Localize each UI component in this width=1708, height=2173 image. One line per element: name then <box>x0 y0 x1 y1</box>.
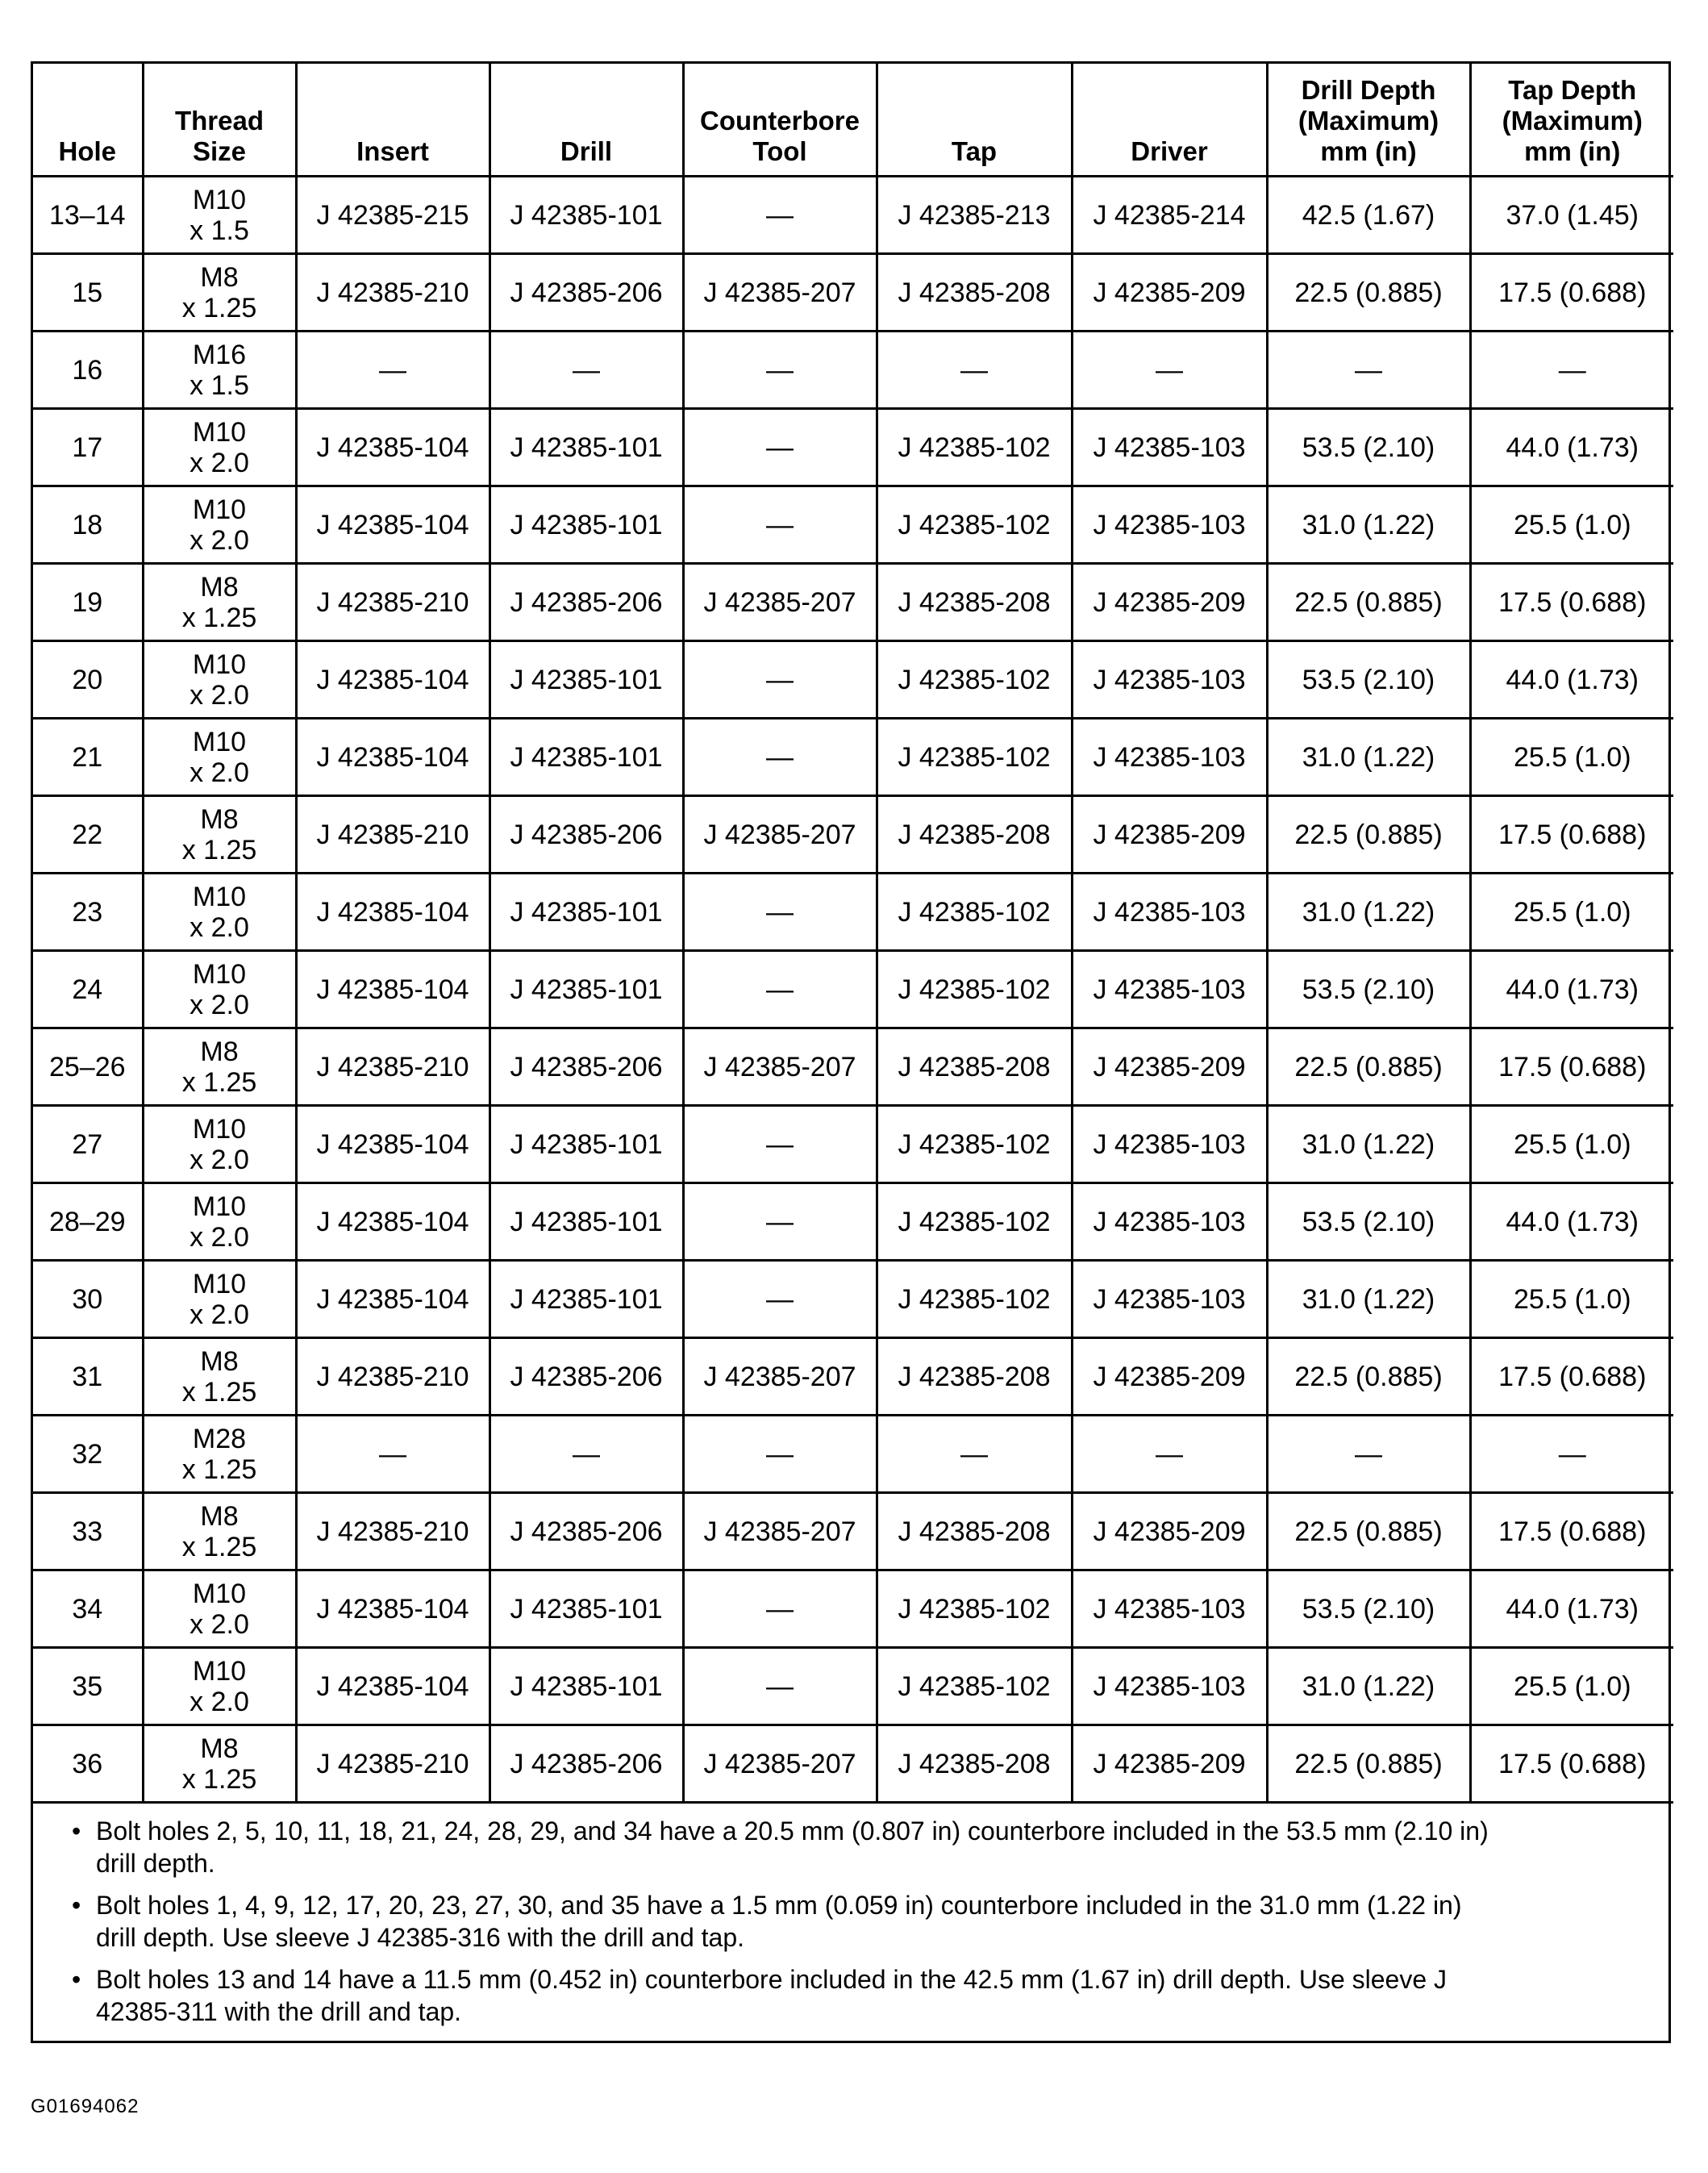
cell-insert: J 42385-104 <box>296 1570 489 1648</box>
cell-drill: J 42385-206 <box>489 1493 683 1570</box>
cell-counterbore: — <box>683 1183 877 1261</box>
cell-tap-depth: — <box>1470 1416 1673 1493</box>
cell-drill: J 42385-101 <box>489 1183 683 1261</box>
cell-driver: J 42385-209 <box>1072 1493 1267 1570</box>
table-row <box>33 1570 1673 1648</box>
cell-driver: J 42385-103 <box>1072 1261 1267 1338</box>
cell-counterbore: — <box>683 177 877 254</box>
cell-drill: J 42385-206 <box>489 796 683 874</box>
cell-counterbore: — <box>683 332 877 409</box>
cell-hole: 27 <box>33 1106 143 1183</box>
cell-thread: M10 x 2.0 <box>143 874 296 951</box>
cell-drill-depth: 53.5 (2.10) <box>1267 641 1470 719</box>
table-row <box>33 951 1673 1028</box>
table-row <box>33 719 1673 796</box>
cell-drill-depth: 22.5 (0.885) <box>1267 1725 1470 1803</box>
cell-hole: 28–29 <box>33 1183 143 1261</box>
cell-drill-depth: 31.0 (1.22) <box>1267 1648 1470 1725</box>
cell-driver: J 42385-209 <box>1072 254 1267 332</box>
cell-drill-depth: 22.5 (0.885) <box>1267 1338 1470 1416</box>
cell-counterbore: — <box>683 719 877 796</box>
cell-tap-depth: 44.0 (1.73) <box>1470 1183 1673 1261</box>
cell-drill-depth: 53.5 (2.10) <box>1267 1570 1470 1648</box>
cell-drill-depth: 22.5 (0.885) <box>1267 564 1470 641</box>
cell-tap-depth: 25.5 (1.0) <box>1470 1261 1673 1338</box>
cell-counterbore: — <box>683 1106 877 1183</box>
cell-counterbore: J 42385-207 <box>683 1028 877 1106</box>
cell-thread: M10 x 2.0 <box>143 1261 296 1338</box>
cell-insert: J 42385-104 <box>296 409 489 486</box>
cell-counterbore: J 42385-207 <box>683 796 877 874</box>
cell-tap: J 42385-213 <box>877 177 1072 254</box>
table-row <box>33 1648 1673 1725</box>
cell-tap: J 42385-102 <box>877 1106 1072 1183</box>
cell-insert: — <box>296 1416 489 1493</box>
header-thread-size: Thread Size <box>143 64 296 177</box>
cell-drill-depth: 53.5 (2.10) <box>1267 409 1470 486</box>
cell-thread: M8 x 1.25 <box>143 1725 296 1803</box>
cell-driver: J 42385-209 <box>1072 1338 1267 1416</box>
table-row <box>33 1261 1673 1338</box>
cell-drill: J 42385-101 <box>489 1106 683 1183</box>
table-row <box>33 1183 1673 1261</box>
cell-hole: 22 <box>33 796 143 874</box>
cell-tap: — <box>877 1416 1072 1493</box>
cell-thread: M10 x 2.0 <box>143 951 296 1028</box>
cell-driver: J 42385-103 <box>1072 1183 1267 1261</box>
cell-insert: — <box>296 332 489 409</box>
cell-thread: M10 x 2.0 <box>143 1648 296 1725</box>
cell-tap: J 42385-102 <box>877 951 1072 1028</box>
cell-drill-depth: 31.0 (1.22) <box>1267 1106 1470 1183</box>
cell-tap: J 42385-208 <box>877 1493 1072 1570</box>
cell-driver: — <box>1072 332 1267 409</box>
cell-counterbore: — <box>683 1648 877 1725</box>
note-text: Bolt holes 13 and 14 have a 11.5 mm (0.452 in) counterbore included in the 42.5 mm (1.67 in) drill depth. Use sleeve J 42385-311 with the drill and tap. <box>96 1965 1448 2026</box>
cell-thread: M8 x 1.25 <box>143 564 296 641</box>
cell-counterbore: — <box>683 951 877 1028</box>
header-row <box>33 64 1673 177</box>
cell-thread: M10 x 2.0 <box>143 1183 296 1261</box>
cell-hole: 13–14 <box>33 177 143 254</box>
cell-tap-depth: 25.5 (1.0) <box>1470 1648 1673 1725</box>
cell-tap: J 42385-102 <box>877 719 1072 796</box>
cell-tap: J 42385-208 <box>877 1338 1072 1416</box>
cell-hole: 32 <box>33 1416 143 1493</box>
cell-thread: M16 x 1.5 <box>143 332 296 409</box>
bullet-icon: • <box>72 1891 81 1920</box>
cell-tap-depth: 44.0 (1.73) <box>1470 1570 1673 1648</box>
cell-drill: — <box>489 1416 683 1493</box>
cell-insert: J 42385-104 <box>296 719 489 796</box>
cell-tap-depth: 17.5 (0.688) <box>1470 1338 1673 1416</box>
cell-thread: M8 x 1.25 <box>143 1493 296 1570</box>
header-driver: Driver <box>1072 64 1267 177</box>
cell-drill-depth: 53.5 (2.10) <box>1267 1183 1470 1261</box>
cell-hole: 20 <box>33 641 143 719</box>
cell-drill: J 42385-101 <box>489 1570 683 1648</box>
cell-drill-depth: 22.5 (0.885) <box>1267 1028 1470 1106</box>
cell-tap: J 42385-102 <box>877 1183 1072 1261</box>
cell-drill: J 42385-101 <box>489 1261 683 1338</box>
cell-counterbore: — <box>683 409 877 486</box>
cell-counterbore: J 42385-207 <box>683 1493 877 1570</box>
cell-drill-depth: 31.0 (1.22) <box>1267 719 1470 796</box>
cell-insert: J 42385-104 <box>296 1183 489 1261</box>
cell-driver: J 42385-209 <box>1072 1028 1267 1106</box>
header-drill: Drill <box>489 64 683 177</box>
cell-thread: M8 x 1.25 <box>143 254 296 332</box>
cell-thread: M10 x 2.0 <box>143 1106 296 1183</box>
header-counterbore-tool: Counterbore Tool <box>683 64 877 177</box>
cell-tap-depth: 17.5 (0.688) <box>1470 254 1673 332</box>
cell-drill: J 42385-101 <box>489 641 683 719</box>
cell-driver: J 42385-209 <box>1072 564 1267 641</box>
cell-hole: 31 <box>33 1338 143 1416</box>
cell-hole: 24 <box>33 951 143 1028</box>
cell-hole: 25–26 <box>33 1028 143 1106</box>
table-row <box>33 1416 1673 1493</box>
cell-insert: J 42385-210 <box>296 1725 489 1803</box>
cell-thread: M10 x 2.0 <box>143 1570 296 1648</box>
table-row <box>33 1338 1673 1416</box>
cell-drill: J 42385-206 <box>489 1028 683 1106</box>
cell-counterbore: — <box>683 1570 877 1648</box>
table-row <box>33 409 1673 486</box>
cell-tap: J 42385-208 <box>877 254 1072 332</box>
cell-hole: 30 <box>33 1261 143 1338</box>
cell-thread: M8 x 1.25 <box>143 1338 296 1416</box>
table-row <box>33 177 1673 254</box>
cell-drill-depth: 22.5 (0.885) <box>1267 796 1470 874</box>
cell-tap-depth: 44.0 (1.73) <box>1470 409 1673 486</box>
cell-drill: J 42385-101 <box>489 1648 683 1725</box>
header-insert: Insert <box>296 64 489 177</box>
cell-drill-depth: 22.5 (0.885) <box>1267 254 1470 332</box>
cell-tap-depth: 17.5 (0.688) <box>1470 796 1673 874</box>
table-row <box>33 874 1673 951</box>
cell-insert: J 42385-210 <box>296 796 489 874</box>
note-text: Bolt holes 1, 4, 9, 12, 17, 20, 23, 27, 30, and 35 have a 1.5 mm (0.059 in) counterbore included in the 31.0 mm (1.22 in) drill depth. Use sleeve J 42385-316 with the drill and tap. <box>96 1891 1462 1952</box>
cell-thread: M10 x 2.0 <box>143 719 296 796</box>
cell-driver: J 42385-103 <box>1072 409 1267 486</box>
cell-insert: J 42385-104 <box>296 1106 489 1183</box>
cell-thread: M10 x 1.5 <box>143 177 296 254</box>
cell-driver: J 42385-103 <box>1072 719 1267 796</box>
cell-driver: J 42385-103 <box>1072 1570 1267 1648</box>
table-row <box>33 1106 1673 1183</box>
cell-tap-depth: 17.5 (0.688) <box>1470 1028 1673 1106</box>
table-row <box>33 1028 1673 1106</box>
table-row <box>33 486 1673 564</box>
cell-drill: J 42385-206 <box>489 254 683 332</box>
cell-insert: J 42385-210 <box>296 1338 489 1416</box>
cell-hole: 23 <box>33 874 143 951</box>
cell-tap: J 42385-102 <box>877 1261 1072 1338</box>
header-tap: Tap <box>877 64 1072 177</box>
cell-tap: J 42385-208 <box>877 564 1072 641</box>
cell-tap-depth: 25.5 (1.0) <box>1470 719 1673 796</box>
cell-tap-depth: — <box>1470 332 1673 409</box>
table-body <box>33 177 1673 1803</box>
cell-insert: J 42385-104 <box>296 874 489 951</box>
cell-insert: J 42385-210 <box>296 564 489 641</box>
cell-thread: M28 x 1.25 <box>143 1416 296 1493</box>
cell-tap: J 42385-102 <box>877 874 1072 951</box>
cell-hole: 36 <box>33 1725 143 1803</box>
cell-insert: J 42385-210 <box>296 1028 489 1106</box>
cell-counterbore: J 42385-207 <box>683 1725 877 1803</box>
cell-tap-depth: 25.5 (1.0) <box>1470 1106 1673 1183</box>
cell-thread: M10 x 2.0 <box>143 486 296 564</box>
cell-tap: J 42385-208 <box>877 796 1072 874</box>
cell-tap: J 42385-102 <box>877 409 1072 486</box>
cell-hole: 34 <box>33 1570 143 1648</box>
header-hole: Hole <box>33 64 143 177</box>
cell-driver: J 42385-103 <box>1072 1648 1267 1725</box>
header-tap-depth: Tap Depth (Maximum) mm (in) <box>1470 64 1673 177</box>
cell-drill-depth: 42.5 (1.67) <box>1267 177 1470 254</box>
cell-insert: J 42385-215 <box>296 177 489 254</box>
bullet-icon: • <box>72 1965 81 1994</box>
cell-insert: J 42385-210 <box>296 254 489 332</box>
cell-counterbore: J 42385-207 <box>683 1338 877 1416</box>
cell-drill: J 42385-101 <box>489 874 683 951</box>
cell-tap: J 42385-102 <box>877 641 1072 719</box>
cell-hole: 35 <box>33 1648 143 1725</box>
cell-driver: J 42385-103 <box>1072 874 1267 951</box>
cell-counterbore: — <box>683 1416 877 1493</box>
cell-insert: J 42385-104 <box>296 951 489 1028</box>
cell-drill: — <box>489 332 683 409</box>
note-text: Bolt holes 2, 5, 10, 11, 18, 21, 24, 28, 29, and 34 have a 20.5 mm (0.807 in) counterbore included in the 53.5 mm (2.10 in) drill depth. <box>96 1816 1489 1878</box>
table-row <box>33 796 1673 874</box>
cell-hole: 19 <box>33 564 143 641</box>
notes-section <box>33 1804 1668 2041</box>
cell-driver: J 42385-103 <box>1072 951 1267 1028</box>
table-row <box>33 332 1673 409</box>
cell-thread: M8 x 1.25 <box>143 1028 296 1106</box>
cell-driver: J 42385-103 <box>1072 641 1267 719</box>
cell-drill-depth: 31.0 (1.22) <box>1267 874 1470 951</box>
cell-driver: J 42385-103 <box>1072 1106 1267 1183</box>
cell-tap: — <box>877 332 1072 409</box>
cell-counterbore: J 42385-207 <box>683 254 877 332</box>
cell-counterbore: — <box>683 486 877 564</box>
cell-tap: J 42385-208 <box>877 1028 1072 1106</box>
cell-tap-depth: 17.5 (0.688) <box>1470 1725 1673 1803</box>
cell-tap-depth: 25.5 (1.0) <box>1470 486 1673 564</box>
cell-drill: J 42385-206 <box>489 1338 683 1416</box>
cell-hole: 18 <box>33 486 143 564</box>
figure-id: G01694062 <box>31 2096 140 2117</box>
cell-hole: 21 <box>33 719 143 796</box>
cell-driver: J 42385-209 <box>1072 796 1267 874</box>
cell-counterbore: J 42385-207 <box>683 564 877 641</box>
table-row <box>33 254 1673 332</box>
cell-hole: 16 <box>33 332 143 409</box>
cell-driver: J 42385-103 <box>1072 486 1267 564</box>
cell-hole: 33 <box>33 1493 143 1570</box>
cell-driver: — <box>1072 1416 1267 1493</box>
cell-drill-depth: 31.0 (1.22) <box>1267 486 1470 564</box>
cell-insert: J 42385-104 <box>296 1261 489 1338</box>
cell-tap: J 42385-102 <box>877 1648 1072 1725</box>
cell-drill-depth: — <box>1267 332 1470 409</box>
cell-hole: 17 <box>33 409 143 486</box>
bullet-icon: • <box>72 1816 81 1846</box>
cell-thread: M8 x 1.25 <box>143 796 296 874</box>
cell-hole: 15 <box>33 254 143 332</box>
cell-drill: J 42385-206 <box>489 1725 683 1803</box>
cell-drill-depth: — <box>1267 1416 1470 1493</box>
cell-tap-depth: 17.5 (0.688) <box>1470 564 1673 641</box>
cell-tap: J 42385-102 <box>877 486 1072 564</box>
table-row <box>33 641 1673 719</box>
table-row <box>33 1725 1673 1803</box>
cell-drill-depth: 53.5 (2.10) <box>1267 951 1470 1028</box>
cell-drill: J 42385-101 <box>489 719 683 796</box>
cell-tap-depth: 17.5 (0.688) <box>1470 1493 1673 1570</box>
cell-counterbore: — <box>683 1261 877 1338</box>
cell-drill: J 42385-101 <box>489 177 683 254</box>
cell-drill-depth: 22.5 (0.885) <box>1267 1493 1470 1570</box>
cell-tap-depth: 44.0 (1.73) <box>1470 641 1673 719</box>
cell-insert: J 42385-210 <box>296 1493 489 1570</box>
cell-driver: J 42385-209 <box>1072 1725 1267 1803</box>
cell-counterbore: — <box>683 641 877 719</box>
cell-tap-depth: 37.0 (1.45) <box>1470 177 1673 254</box>
cell-drill-depth: 31.0 (1.22) <box>1267 1261 1470 1338</box>
cell-insert: J 42385-104 <box>296 1648 489 1725</box>
cell-tap-depth: 25.5 (1.0) <box>1470 874 1673 951</box>
cell-drill: J 42385-101 <box>489 486 683 564</box>
cell-driver: J 42385-214 <box>1072 177 1267 254</box>
note-item <box>72 1889 1491 1954</box>
tool-table <box>33 64 1673 1804</box>
cell-counterbore: — <box>683 874 877 951</box>
cell-tap: J 42385-102 <box>877 1570 1072 1648</box>
note-item <box>72 1963 1491 2028</box>
cell-thread: M10 x 2.0 <box>143 641 296 719</box>
cell-drill: J 42385-206 <box>489 564 683 641</box>
specification-sheet <box>31 61 1671 2043</box>
cell-drill: J 42385-101 <box>489 409 683 486</box>
header-drill-depth: Drill Depth (Maximum) mm (in) <box>1267 64 1470 177</box>
cell-insert: J 42385-104 <box>296 486 489 564</box>
cell-tap: J 42385-208 <box>877 1725 1072 1803</box>
cell-insert: J 42385-104 <box>296 641 489 719</box>
table-row <box>33 1493 1673 1570</box>
cell-drill: J 42385-101 <box>489 951 683 1028</box>
note-item <box>72 1815 1491 1879</box>
cell-thread: M10 x 2.0 <box>143 409 296 486</box>
table-row <box>33 564 1673 641</box>
cell-tap-depth: 44.0 (1.73) <box>1470 951 1673 1028</box>
